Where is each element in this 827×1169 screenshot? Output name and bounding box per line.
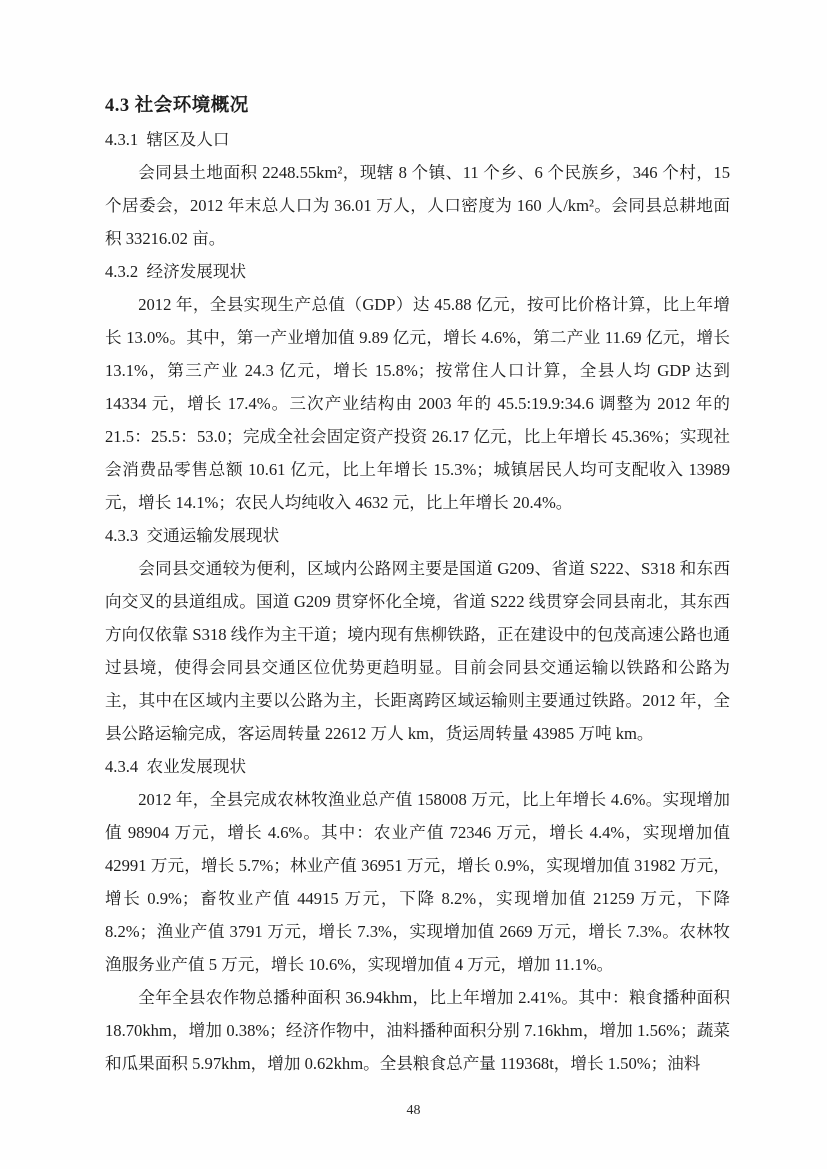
heading-4-3-4: 4.3.4 农业发展现状 [105,757,247,776]
paragraph-economy: 2012 年，全县实现生产总值（GDP）达 45.88 亿元，按可比价格计算，比上年增长 13.0%。其中，第一产业增加值 9.89 亿元，增长 4.6%，第二产业 11.69 亿元，增长 13.1%，第三产业 24.3 亿元，增长 15.8%；按常住人口计算，全县人均 GDP 达到 14334 元，增长 17.4%。三次产业结构由 2003 年的 45.5:19.9:34.6 调整为 2012 年的 21.5：25.5：53.0；完成全社会固定资产投资 26.17 亿元，比上年增长 45.36%；实现社会消费品零售总额 10.61 亿元，比上年增长 15.3%；城镇居民人均可支配收入 13989 元，增长 14.1%；农民人均纯收入 4632 元，比上年增长 20.4%。 [105,295,730,512]
paragraph-crop-area: 全年全县农作物总播种面积 36.94khm，比上年增加 2.41%。其中：粮食播种面积 18.70khm，增加 0.38%；经济作物中，油料播种面积分别 7.16khm，增加 1.56%；蔬菜和瓜果面积 5.97khm，增加 0.62khm。全县粮食总产量 119368t，增长 1.50%；油料 [105,988,730,1073]
heading-4-3-1: 4.3.1 辖区及人口 [105,130,230,149]
paragraph-district-population: 会同县土地面积 2248.55km²，现辖 8 个镇、11 个乡、6 个民族乡，346 个村，15 个居委会，2012 年末总人口为 36.01 万人，人口密度为 160 人/km²。会同县总耕地面积 33216.02 亩。 [105,163,730,248]
page-number: 48 [406,1103,421,1118]
heading-4-3: 4.3 社会环境概况 [105,96,249,116]
heading-4-3-3: 4.3.3 交通运输发展现状 [105,526,280,545]
paragraph-transport: 会同县交通较为便利，区域内公路网主要是国道 G209、省道 S222、S318 和东西向交叉的县道组成。国道 G209 贯穿怀化全境，省道 S222 线贯穿会同县南北，其东西方向仅依靠 S318 线作为主干道；境内现有焦柳铁路，正在建设中的包茂高速公路也通过县境，使得会同县交通区位优势更趋明显。目前会同县交通运输以铁路和公路为主，其中在区域内主要以公路为主，长距离跨区域运输则主要通过铁路。2012 年，全县公路运输完成，客运周转量 22612 万人 km，货运周转量 43985 万吨 km。 [105,559,730,743]
paragraph-agriculture-output: 2012 年，全县完成农林牧渔业总产值 158008 万元，比上年增长 4.6%。实现增加值 98904 万元，增长 4.6%。其中：农业产值 72346 万元，增长 4.4%，实现增加值 42991 万元，增长 5.7%；林业产值 36951 万元，增长 0.9%，实现增加值 31982 万元，增长 0.9%；畜牧业产值 44915 万元，下降 8.2%，实现增加值 21259 万元，下降 8.2%；渔业产值 3791 万元，增长 7.3%，实现增加值 2669 万元，增长 7.3%。农林牧渔服务业产值 5 万元，增长 10.6%，实现增加值 4 万元，增加 11.1%。 [105,790,730,974]
heading-4-3-2: 4.3.2 经济发展现状 [105,262,247,281]
